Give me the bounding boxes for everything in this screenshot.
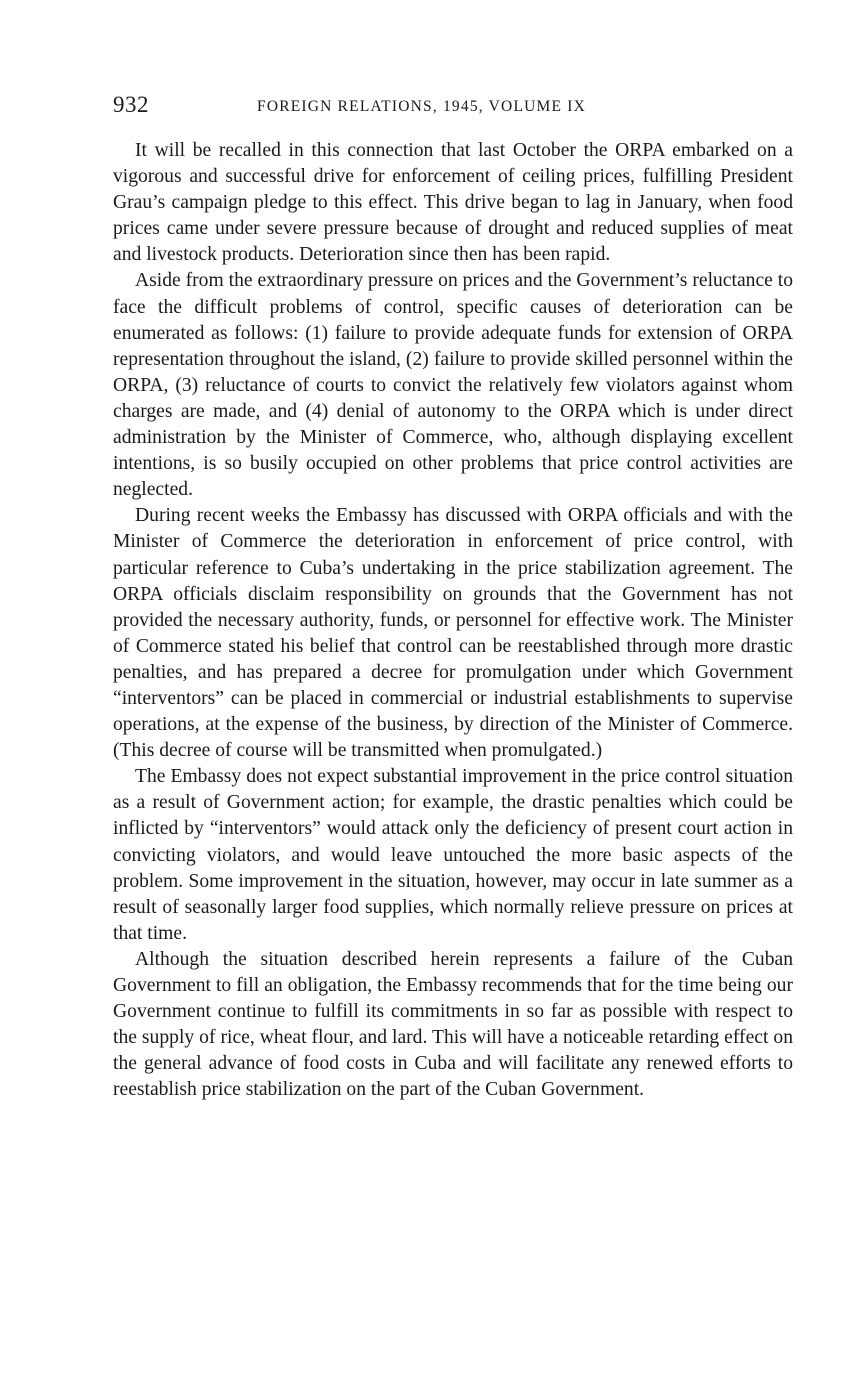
paragraph-embassy-discussions: During recent weeks the Embassy has discussed with ORPA officials and with the Minister of Commerce the deterioration in enforcement of price control, with particular reference to Cuba’s undertaking in the price stabilization agreement. The ORPA officials disclaim responsibility on grounds that the Government has not provided the necessary authority, funds, or personnel for effective work. The Minister of Commerce stated his belief that control can be reestablished through more drastic penalties, and has prepared a decree for promulgation under which Government “interventors” can be placed in commercial or industrial establishments to supervise operations, at the expense of the business, by direction of the Minister of Commerce. (This decree of course will be transmitted when promulgated.) (113, 505, 793, 762)
paragraph-recommendation: Although the situation described herein represents a failure of the Cuban Government to fill an obligation, the Embassy recommends that for the time being our Government continue to fulfill its commitments in so far as possible with respect to the supply of rice, wheat flour, and lard. This will have a noticeable retarding effect on the general advance of food costs in Cuba and will facilitate any renewed efforts to reestablish price stabilization on the part of the Cuban Government. (113, 948, 793, 1101)
paragraph-orpa-drive: It will be recalled in this connection that last October the ORPA embarked on a vigorous and successful drive for enforcement of ceiling prices, fulfilling President Grau’s campaign pledge to this effect. This drive began to lag in January, when food prices came under severe pressure because of drought and reduced supplies of meat and livestock products. Deterioration since then has been rapid. (113, 140, 793, 266)
body-text (113, 138, 793, 1103)
running-header (113, 92, 793, 126)
paragraph-embassy-outlook: The Embassy does not expect substantial improvement in the price control situation as a result of Government action; for example, the drastic penalties which could be inflicted by “interventors” would attack only the deficiency of present court action in convicting violators, and would leave untouched the more basic aspects of the problem. Some improvement in the situation, however, may occur in late summer as a result of seasonally larger food supplies, which normally relieve pressure on prices at that time. (113, 766, 793, 944)
running-title: FOREIGN RELATIONS, 1945, VOLUME IX (257, 98, 586, 115)
paragraph-causes-of-deterioration: Aside from the extraordinary pressure on prices and the Government’s reluctance to face the difficult problems of control, specific causes of deterioration can be enumerated as follows: (1) failure to provide adequate funds for extension of ORPA representation throughout the island, (2) failure to provide skilled personnel within the ORPA, (3) reluctance of courts to convict the relatively few violators against whom charges are made, and (4) denial of autonomy to the ORPA which is under direct administration by the Minister of Commerce, who, although displaying excellent intentions, is so busily occupied on other problems that price control activities are neglected. (113, 270, 793, 501)
document-page (113, 92, 793, 1103)
page-number: 932 (113, 92, 149, 117)
